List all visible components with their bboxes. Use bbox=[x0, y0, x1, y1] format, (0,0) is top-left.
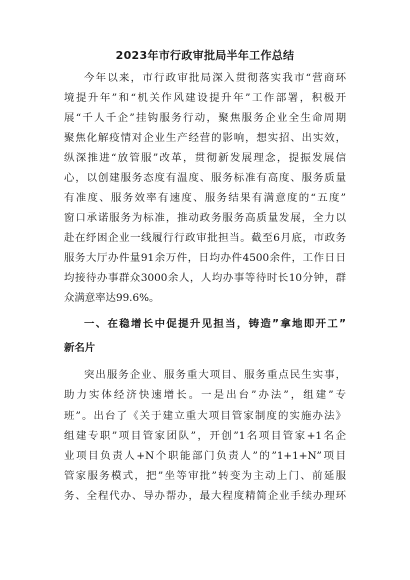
paragraph-1-line: 心，以创建服务态度有温度、服务标准有高度、服务质量 bbox=[64, 172, 346, 184]
paragraph-1-line: 赴在纾困企业一线履行行政审批担当。截至6月底，市政务 bbox=[64, 232, 346, 244]
document-title: 2023年市行政审批局半年工作总结 bbox=[115, 49, 295, 62]
paragraph-1-line: 均接待办事群众3000余人，人均办事等待时长10分钟，群 bbox=[64, 272, 346, 284]
section-heading: 新名片 bbox=[64, 342, 96, 354]
paragraph-1-line: 服务大厅办件量91余万件，日均办件4500余件，工作日日 bbox=[64, 252, 346, 264]
paragraph-1-line: 境提升年”和“机关作风建设提升年”工作部署，积极开 bbox=[64, 92, 346, 104]
paragraph-1-line: 有准度、服务效率有速度、服务结果有满意度的“五度” bbox=[64, 192, 346, 204]
paragraph-1-line: 今年以来，市行政审批局深入贯彻落实我市“营商环 bbox=[84, 72, 346, 84]
paragraph-1-line: 聚焦化解疫情对企业生产经营的影响，想实招、出实效， bbox=[64, 132, 346, 144]
section-heading: 一、在稳增长中促提升见担当，铸造”拿地即开工” bbox=[84, 318, 346, 330]
paragraph-2-line: 务、全程代办、导办帮办，最大程度精简企业手续办理环 bbox=[64, 490, 346, 502]
paragraph-2-line: 组建专职”项目管家团队”，开创”1名项目管家+1名企 bbox=[64, 430, 346, 442]
paragraph-2-line: 管家服务模式，把”坐等审批”转变为主动上门、前延服 bbox=[64, 470, 346, 482]
paragraph-1-line: 纵深推进“放管服”改革，贯彻新发展理念，提振发展信 bbox=[64, 152, 346, 164]
paragraph-2-line: 突出服务企业、服务重大项目、服务重点民生实事， bbox=[84, 369, 346, 381]
paragraph-1-line: 窗口承诺服务为标准，推动政务服务高质量发展，全力以 bbox=[64, 212, 346, 224]
paragraph-1-line: 展“千人千企”挂钩服务行动，聚焦服务企业全生命周期 bbox=[64, 112, 346, 124]
paragraph-1-line: 众满意率达99.6%。 bbox=[64, 292, 160, 304]
paragraph-2-line: 助力实体经济快速增长。一是出台”办法”，组建”专 bbox=[64, 389, 346, 401]
paragraph-2-line: 班”。出台了《关于建立重大项目管家制度的实施办法》 bbox=[64, 410, 346, 422]
paragraph-2-line: 业项目负责人+N个职能部门负责人”的”1+1+N”项目 bbox=[64, 450, 346, 462]
